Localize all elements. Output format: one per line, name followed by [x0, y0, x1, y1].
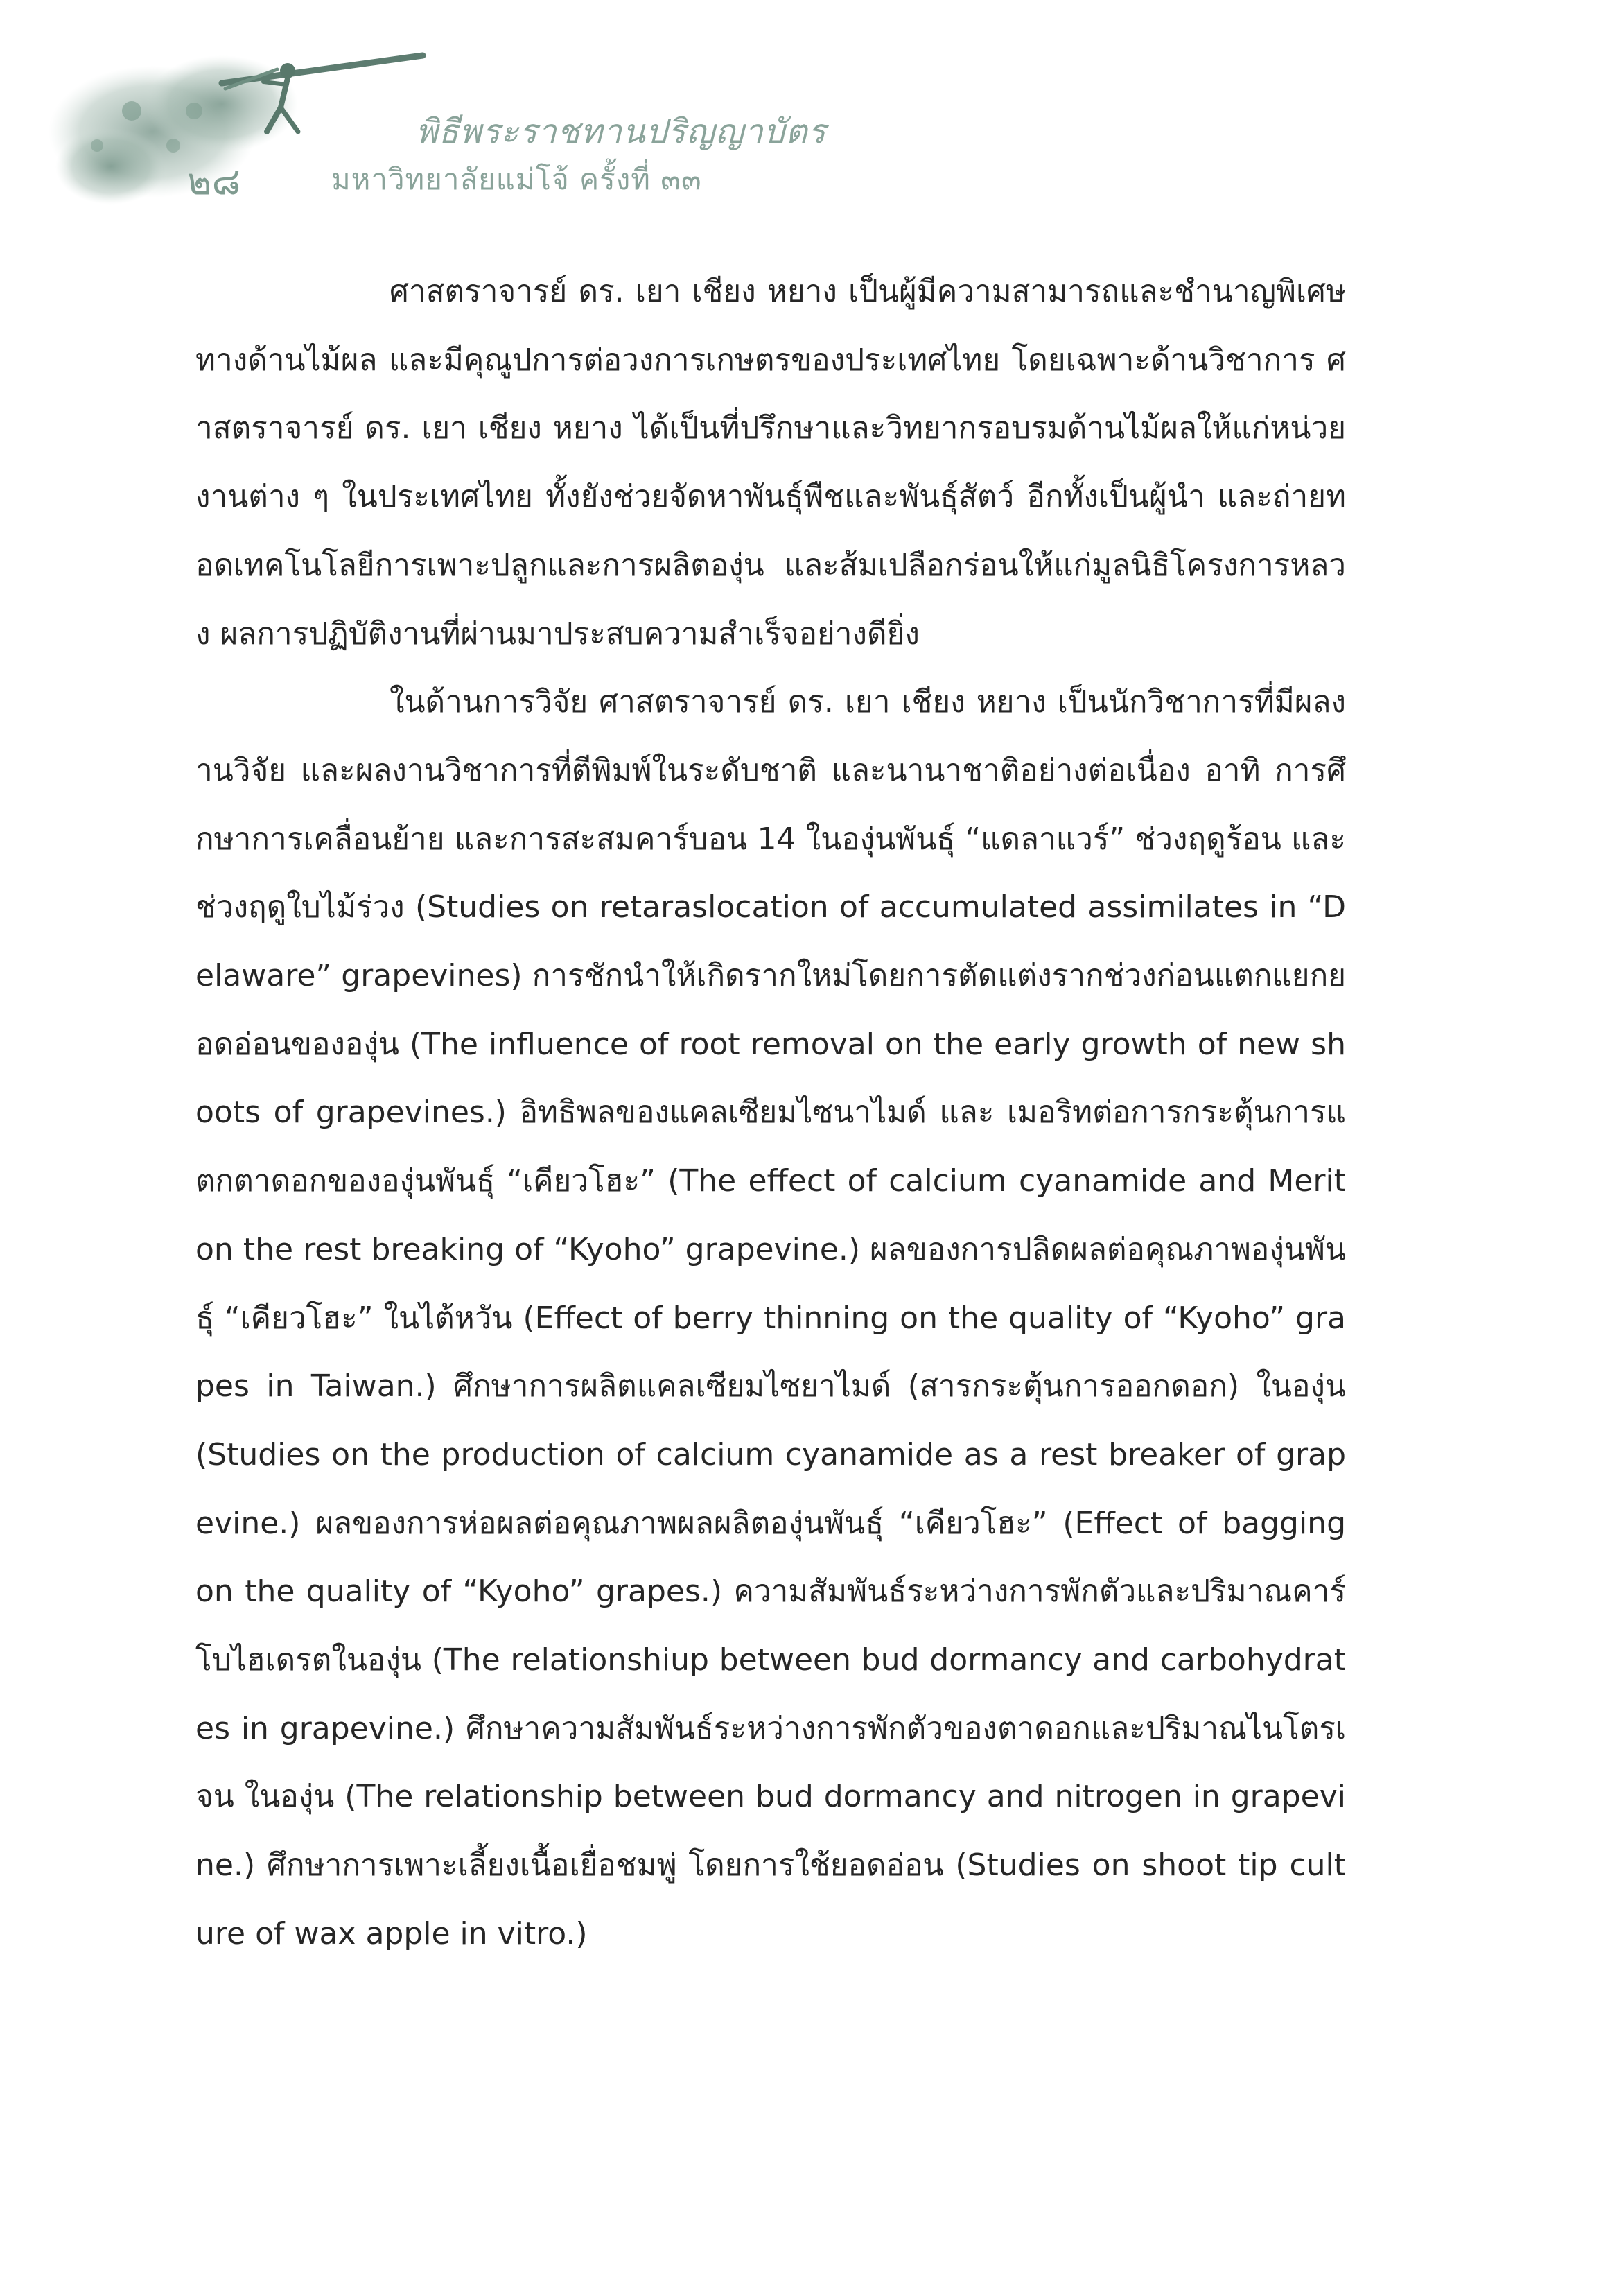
page-number: ๒๘: [187, 159, 241, 203]
paragraph-research: ในด้านการวิจัย ศาสตราจารย์ ดร. เยา เชียง หยาง เป็นนักวิชาการที่มีผลงานวิจัย และผลงานวิชาการที่ตีพิมพ์ในระดับชาติ และนานาชาติอย่างต่อเนื่อง อาทิ การศึกษาการเคลื่อนย้าย และการสะสมคาร์บอน 14 ในองุ่นพันธุ์ “แดลาแวร์” ช่วงฤดูร้อน และ ช่วงฤดูใบไม้ร่วง (Studies on retaraslocation of accumulated assimilates in “Delaware” grapevines) การชักนำให้เกิดรากใหม่โดยการตัดแต่งรากช่วงก่อนแตกแยกยอดอ่อนขององุ่น (The influence of root removal on the early growth of new shoots of grapevines.) อิทธิพลของแคลเซียมไซนาไมด์ และ เมอริทต่อการกระตุ้นการแตกตาดอกขององุ่นพันธุ์ “เคียวโฮะ” (The effect of calcium cyanamide and Merit on the rest breaking of “Kyoho” grapevine.) ผลของการปลิดผลต่อคุณภาพองุ่นพันธุ์ “เคียวโฮะ” ในไต้หวัน (Effect of berry thinning on the quality of “Kyoho” grapes in Taiwan.) ศึกษาการผลิตแคลเซียมไซยาไมด์ (สารกระตุ้นการออกดอก) ในองุ่น (Studies on the production of calcium cyanamide as a rest breaker of grapevine.) ผลของการห่อผลต่อคุณภาพผลผลิตองุ่นพันธุ์ “เคียวโฮะ” (Effect of bagging on the quality of “Kyoho” grapes.) ความสัมพันธ์ระหว่างการพักตัวและปริมาณคาร์โบไฮเดรตในองุ่น (The relationshiup between bud dormancy and carbohydrates in grapevine.) ศึกษาความสัมพันธ์ระหว่างการพักตัวของตาดอกและปริมาณไนโตรเจน ในองุ่น (The relationship between bud dormancy and nitrogen in grapevine.) ศึกษาการเพาะเลี้ยงเนื้อเยื่อชมพู่ โดยการใช้ยอดอ่อน (Studies on shoot tip culture of wax apple in vitro.): [195, 684, 1346, 1951]
header-title: พิธีพระราชทานปริญญาบัตร: [416, 112, 827, 151]
paragraph-expertise: ศาสตราจารย์ ดร. เยา เชียง หยาง เป็นผู้มีความสามารถและชำนาญพิเศษ ทางด้านไม้ผล และมีคุณูปการต่อวงการเกษตรของประเทศไทย โดยเฉพาะด้านวิชาการ ศาสตราจารย์ ดร. เยา เชียง หยาง ได้เป็นที่ปรึกษาและวิทยากรอบรมด้านไม้ผลให้แก่หน่วยงานต่าง ๆ ในประเทศไทย ทั้งยังช่วยจัดหาพันธุ์พืชและพันธุ์สัตว์ อีกทั้งเป็นผู้นำ และถ่ายทอดเทคโนโลยีการเพาะปลูกและการผลิตองุ่น และส้มเปลือกร่อนให้แก่มูลนิธิโครงการหลวง ผลการปฏิบัติงานที่ผ่านมาประสบความสำเร็จอย่างดียิ่ง: [195, 274, 1346, 652]
document-body: [195, 258, 1346, 1969]
page-header: [0, 0, 1619, 222]
header-subtitle: มหาวิทยาลัยแม่โจ้ ครั้งที่ ๓๓: [331, 162, 702, 196]
